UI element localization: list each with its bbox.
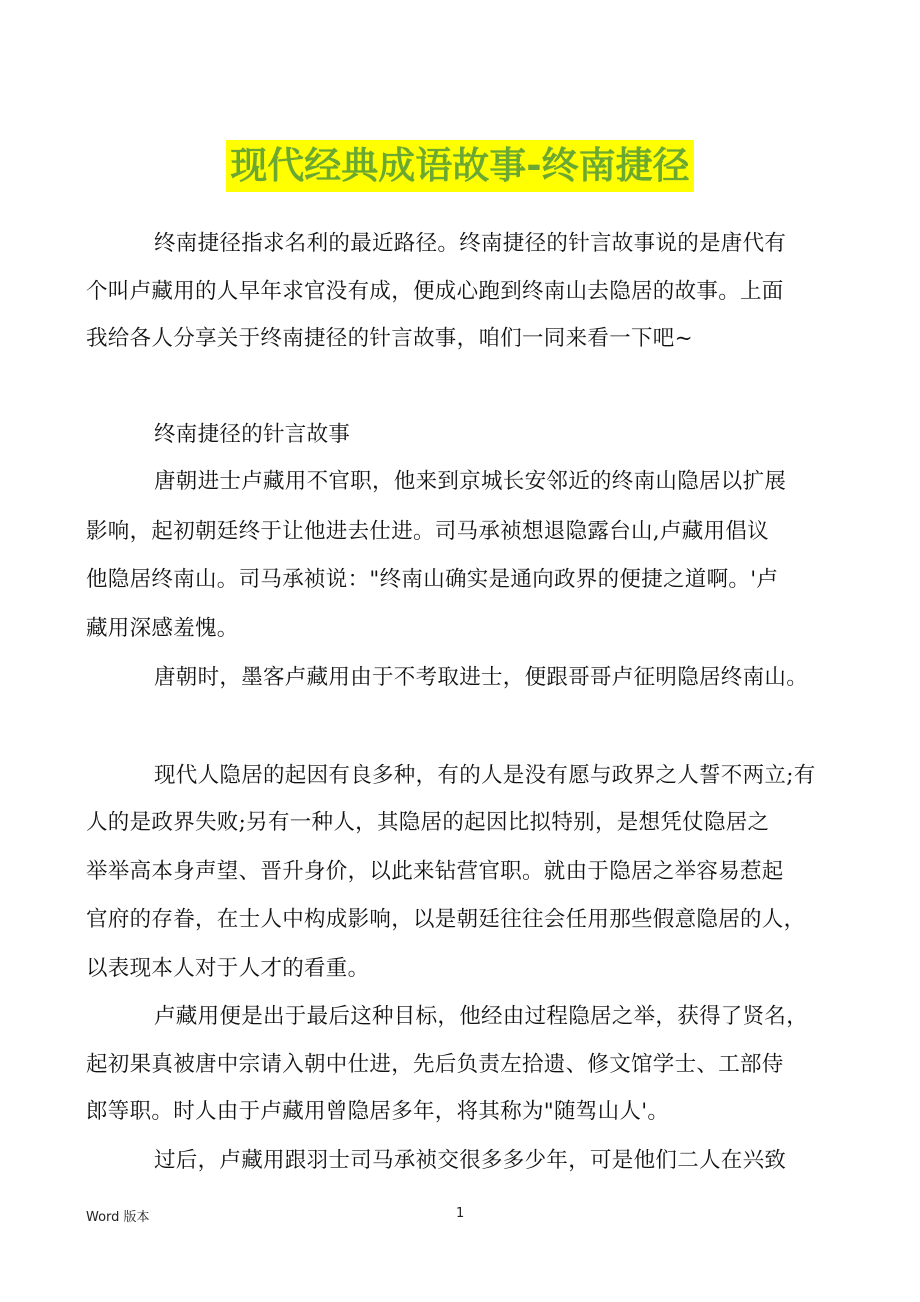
paragraph-line: 人的是政界失败;另有一种人，其隐居的起因比拟特别，是想凭仗隐居之 [86,810,770,835]
paragraph-line: 唐朝进士卢藏用不官职，他来到京城长安邻近的终南山隐居以扩展 [154,469,787,494]
paragraph-line: 终南捷径指求名利的最近路径。终南捷径的针言故事说的是唐代有 [154,231,787,256]
paragraph-line: 官府的存眷，在士人中构成影响，以是朝廷往往会任用那些假意隐居的人， [86,907,806,932]
paragraph-line: 唐朝时，墨客卢藏用由于不考取进士，便跟哥哥卢征明隐居终南山。 [154,665,809,690]
paragraph-line: 藏用深感羞愧。 [86,616,239,641]
paragraph-line: 卢藏用便是出于最后这种目标，他经由过程隐居之举，获得了贤名， [154,1004,809,1029]
paragraph-line: 郎等职。时人由于卢藏用曾隐居多年，将其称为"随驾山人'。 [86,1099,670,1124]
paragraph-line: 现代人隐居的起因有良多种，有的人是没有愿与政界之人誓不两立;有 [154,763,816,788]
document-title: 现代经典成语故事-终南捷径 [226,140,693,192]
paragraph-line: 起初果真被唐中宗请入朝中仕进，先后负责左拾遗、修文馆学士、工部侍 [86,1052,784,1077]
paragraph-line: 过后，卢藏用跟羽士司马承祯交很多多少年，可是他们二人在兴致 [154,1148,787,1173]
paragraph-line: 以表现本人对于人才的看重。 [86,956,370,981]
paragraph-line: 个叫卢藏用的人早年求官没有成，便成心跑到终南山去隐居的故事。上面 [86,279,784,304]
paragraph-line: 举举高本身声望、晋升身价，以此来钻营官职。就由于隐居之举容易惹起 [86,859,784,884]
paragraph-line: 他隐居终南山。司马承祯说："终南山确实是通向政界的便捷之道啊。'卢 [86,567,779,592]
footer-label: Word 版本 [86,1210,150,1225]
paragraph-line: 我给各人分享关于终南捷径的针言故事，咱们一同来看一下吧~ [86,326,693,351]
title-area [0,140,920,192]
paragraph-line: 影响，起初朝廷终于让他进去仕进。司马承祯想退隐露台山,卢藏用倡议 [86,519,769,544]
section-heading: 终南捷径的针言故事 [154,422,351,447]
page-number: 1 [456,1206,465,1221]
